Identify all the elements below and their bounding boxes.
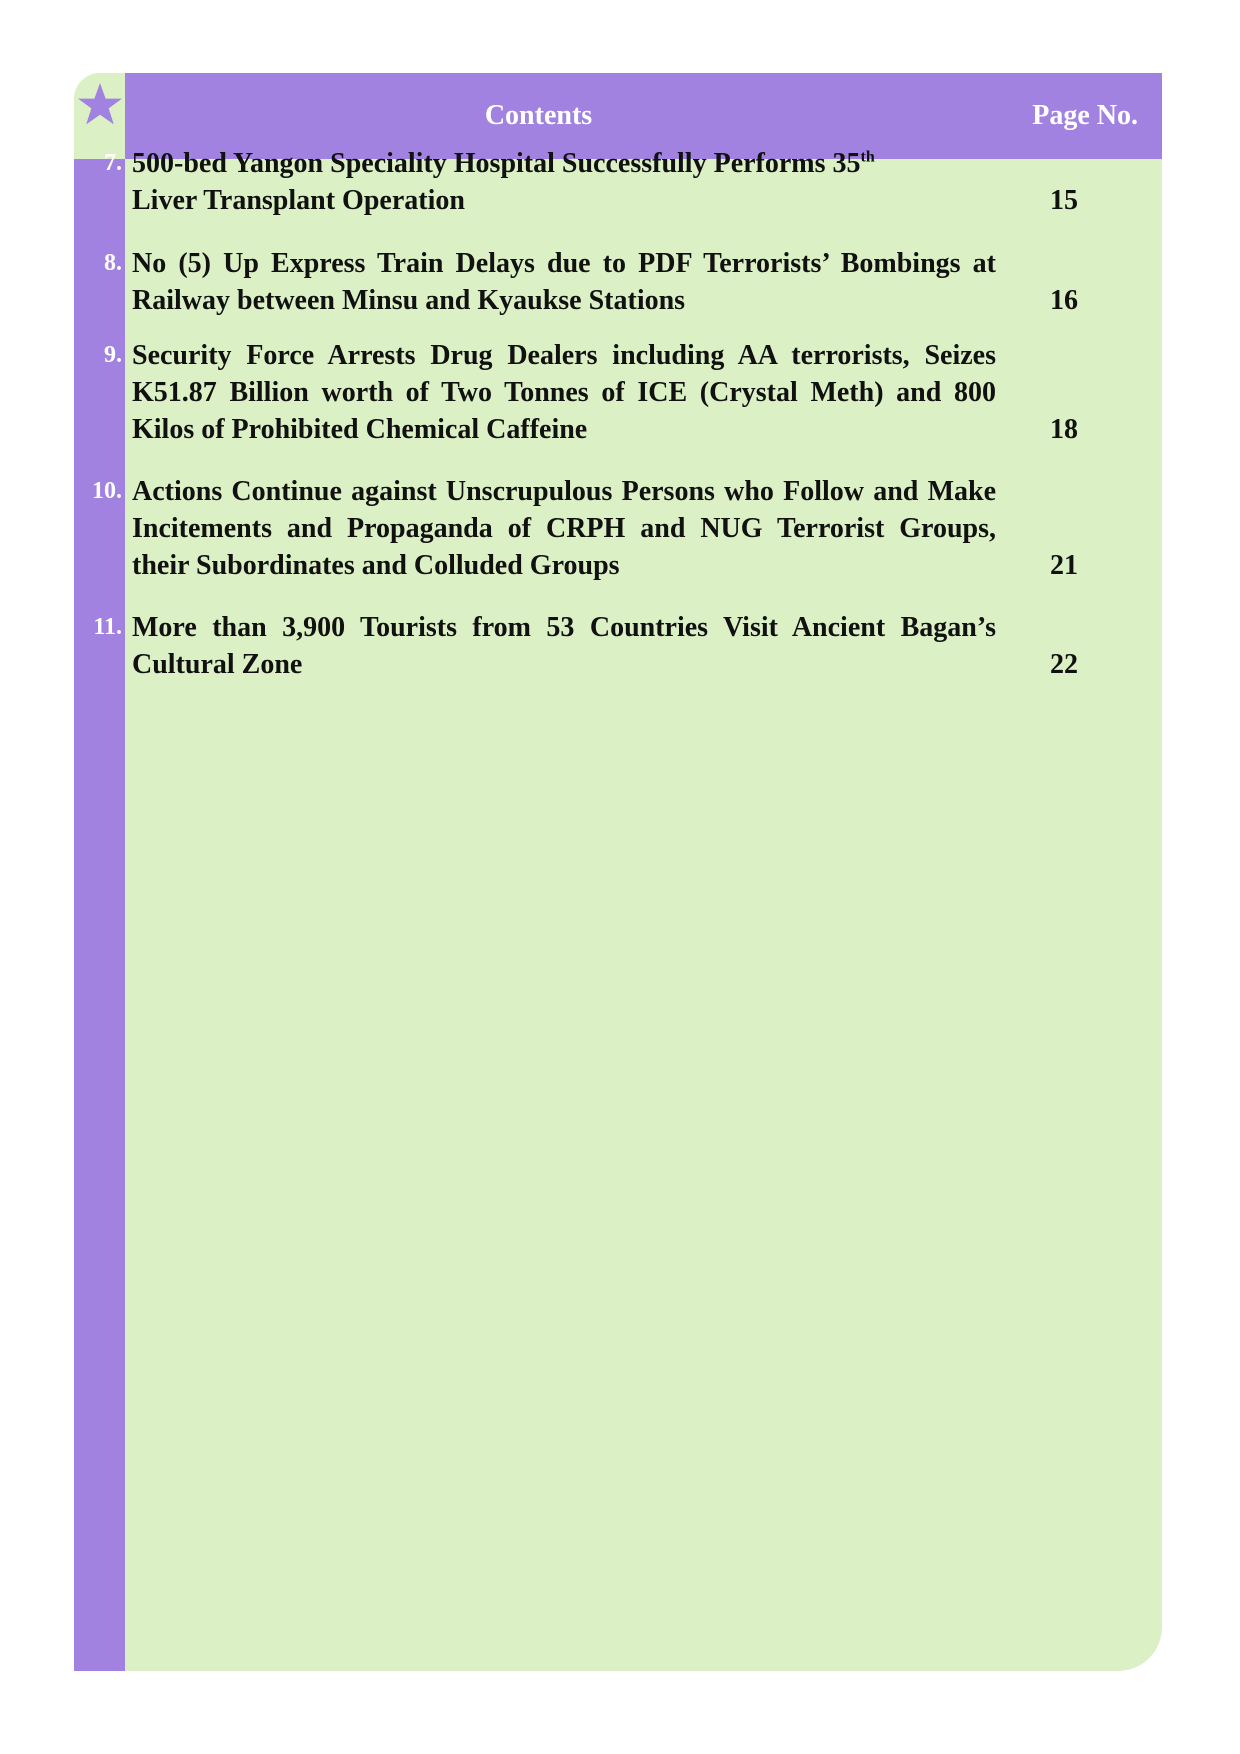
entry-number: 7. <box>104 150 122 176</box>
entry-number: 10. <box>92 478 122 504</box>
entry-title-text-continued: Liver Transplant Operation <box>132 185 465 216</box>
entry-number: 11. <box>93 614 122 640</box>
entry-title-superscript: th <box>860 148 875 166</box>
contents-panel <box>74 73 1162 1671</box>
entry-page-number: 21 <box>1050 550 1078 581</box>
sidebar-strip <box>74 159 125 1671</box>
page-number-heading: Page No. <box>1032 100 1138 131</box>
entry-page-number: 15 <box>1050 185 1078 216</box>
entry-title: Actions Continue against Unscrupulous Persons who Follow and Make Incitements and Propaganda of CRPH and NUG Terrorist Groups, their Subordinates and Colluded Groups <box>132 476 996 581</box>
star-icon <box>76 81 124 129</box>
entry-title <box>132 145 996 219</box>
entry-page-number: 18 <box>1050 414 1078 445</box>
entry-title: More than 3,900 Tourists from 53 Countries Visit Ancient Bagan’s Cultural Zone <box>132 612 996 680</box>
entry-title: No (5) Up Express Train Delays due to PDF Terrorists’ Bombings at Railway between Minsu and Kyaukse Stations <box>132 248 996 316</box>
contents-heading: Contents <box>484 100 593 131</box>
entry-number: 9. <box>104 342 122 368</box>
entry-page-number: 22 <box>1050 649 1078 680</box>
entry-number: 8. <box>104 250 122 276</box>
entry-page-number: 16 <box>1050 285 1078 316</box>
entry-title: Security Force Arrests Drug Dealers including AA terrorists, Seizes K51.87 Billion worth of Two Tonnes of ICE (Crystal Meth) and 800 Kilos of Prohibited Chemical Caffeine <box>132 340 996 445</box>
entry-title-text: 500-bed Yangon Speciality Hospital Successfully Performs 35 <box>132 148 861 179</box>
